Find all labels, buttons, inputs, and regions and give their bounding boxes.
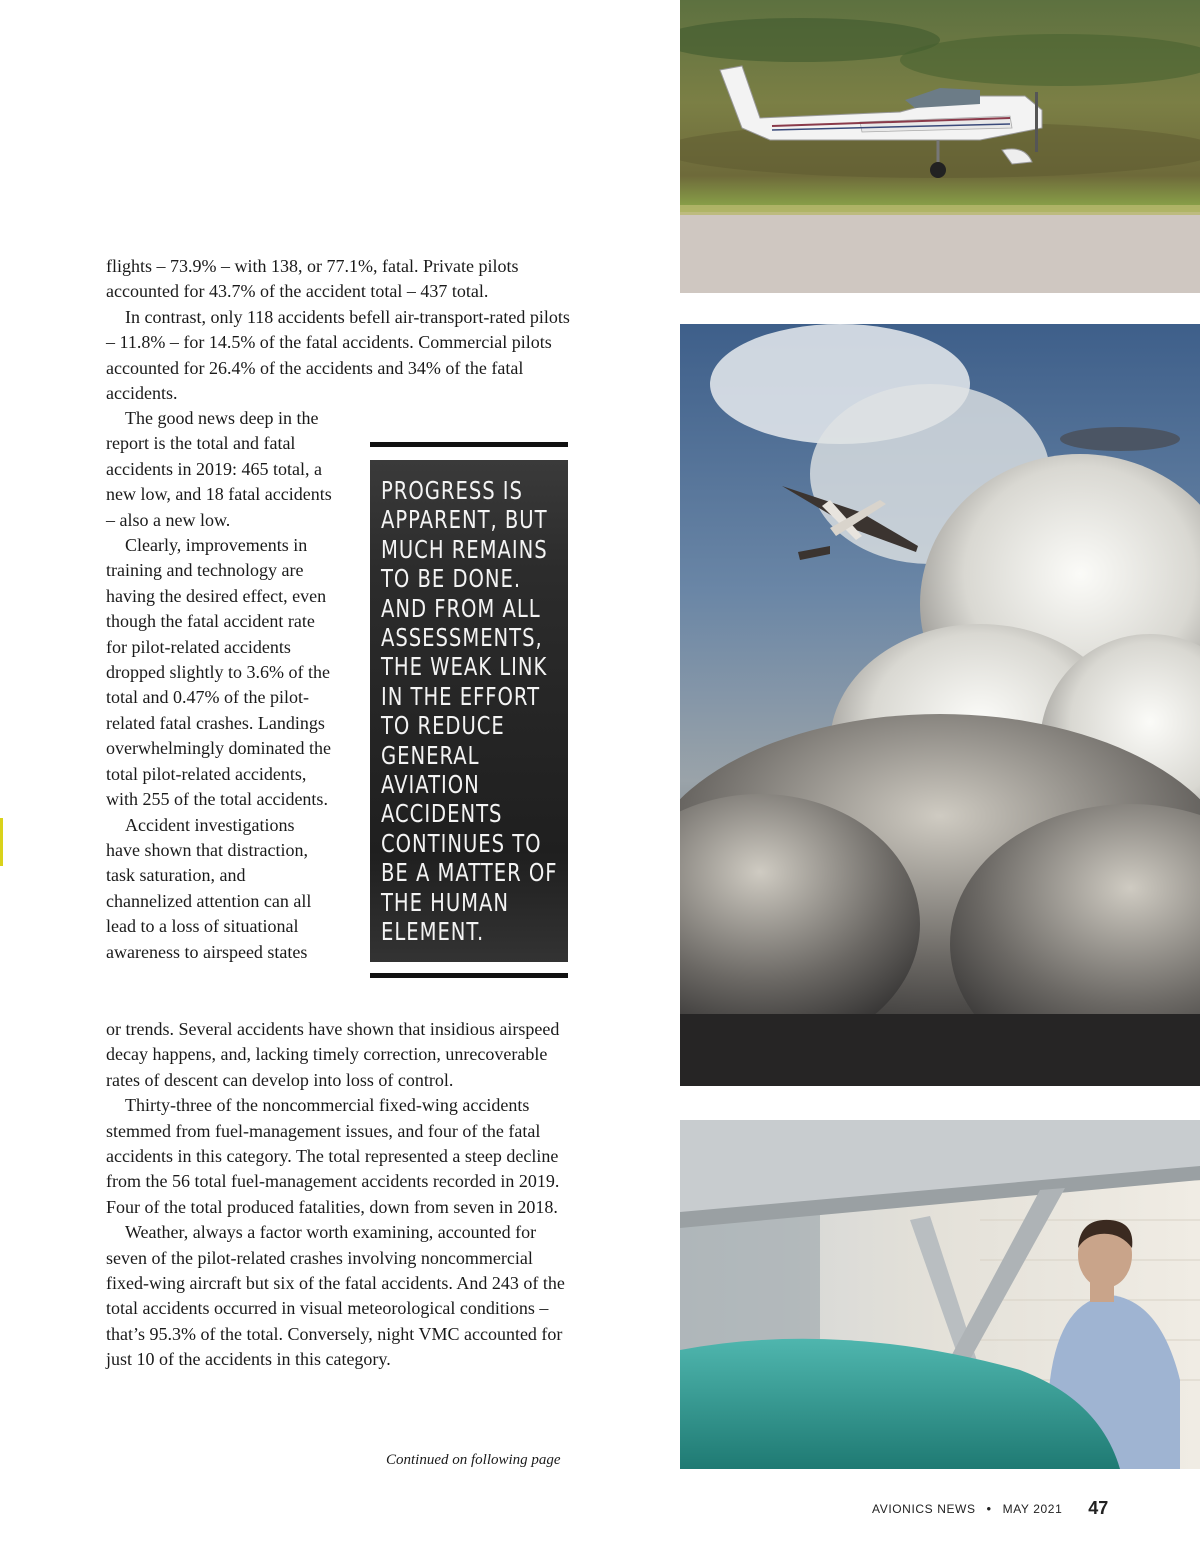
paragraph: The good news deep in the report is the total and fatal accidents in 2019: 465 total, a new low, and 18 fatal accidents – also a new low. (106, 408, 332, 530)
paragraph: or trends. Several accidents have shown that insidious airspeed decay happens, and, lacking timely correction, unrecoverable rates of descent can develop into loss of control. (106, 1019, 560, 1090)
paragraph: Clearly, improvements in training and technology are having the desired effect, even though the fatal accident rate for pilot-related accidents dropped slightly to 3.6% of the total and 0.47% of the pilot-related fatal crashes. Landings overwhelmingly dominated the total pilot-related accidents, with 255 of the total accidents. (106, 535, 331, 810)
paragraph: Accident investigations have shown that distraction, task saturation, and channelized attention can all lead to a loss of situational awareness to airspeed states (106, 814, 312, 962)
paragraph: In contrast, only 118 accidents befell air-transport-rated pilots – 11.8% – for 14.5% of the fatal accidents. Commercial pilots accounted for 26.4% of the accidents and 34% of the fatal accidents. (106, 306, 570, 404)
paragraph: flights – 73.9% – with 138, or 77.1%, fatal. Private pilots accounted for 43.7% of the accident total – 437 total. (106, 256, 519, 302)
plane-takeoff-illustration (680, 0, 1200, 293)
article-text-narrow (106, 406, 332, 965)
pull-quote-rule-bottom (370, 973, 568, 978)
issue-date: MAY 2021 (1002, 1502, 1063, 1516)
article-text-top (106, 254, 576, 406)
page-footer (872, 1498, 1108, 1519)
pull-quote-text: PROGRESS IS APPARENT, BUT MUCH REMAINS TO BE DONE. AND FROM ALL ASSESSMENTS, THE WEAK LINK IN THE EFFORT TO REDUCE GENERAL AVIATION ACCIDENTS CONTINUES TO BE A MATTER OF THE HUMAN ELEMENT. (381, 476, 558, 947)
paragraph: Thirty-three of the noncommercial fixed-wing accidents stemmed from fuel-management issues, and four of the fatal accidents in this category. The total represented a steep decline from the 56 total fuel-management accidents recorded in 2019. Four of the total produced fatalities, down from seven in 2018. (106, 1095, 560, 1217)
paragraph: Weather, always a factor worth examining, accounted for seven of the pilot-related crashes involving noncommercial fixed-wing aircraft but six of the fatal accidents. And 243 of the total accidents occurred in visual meteorological conditions – that’s 95.3% of the total. Conversely, night VMC accounted for just 10 of the accidents in this category. (106, 1222, 565, 1370)
edge-marker (0, 818, 3, 866)
article-text-bottom (106, 1017, 576, 1373)
photo-plane-clouds (680, 324, 1200, 1086)
pilot-inspection-illustration (680, 1120, 1200, 1469)
continued-note: Continued on following page (386, 1452, 561, 1468)
footer-separator: • (986, 1501, 992, 1516)
page-number: 47 (1088, 1498, 1109, 1518)
pull-quote (370, 460, 568, 962)
publication-name: AVIONICS NEWS (872, 1502, 976, 1516)
photo-plane-takeoff (680, 0, 1200, 293)
pull-quote-rule-top (370, 442, 568, 447)
photo-pilot-inspection (680, 1120, 1200, 1469)
plane-clouds-illustration (680, 324, 1200, 1086)
